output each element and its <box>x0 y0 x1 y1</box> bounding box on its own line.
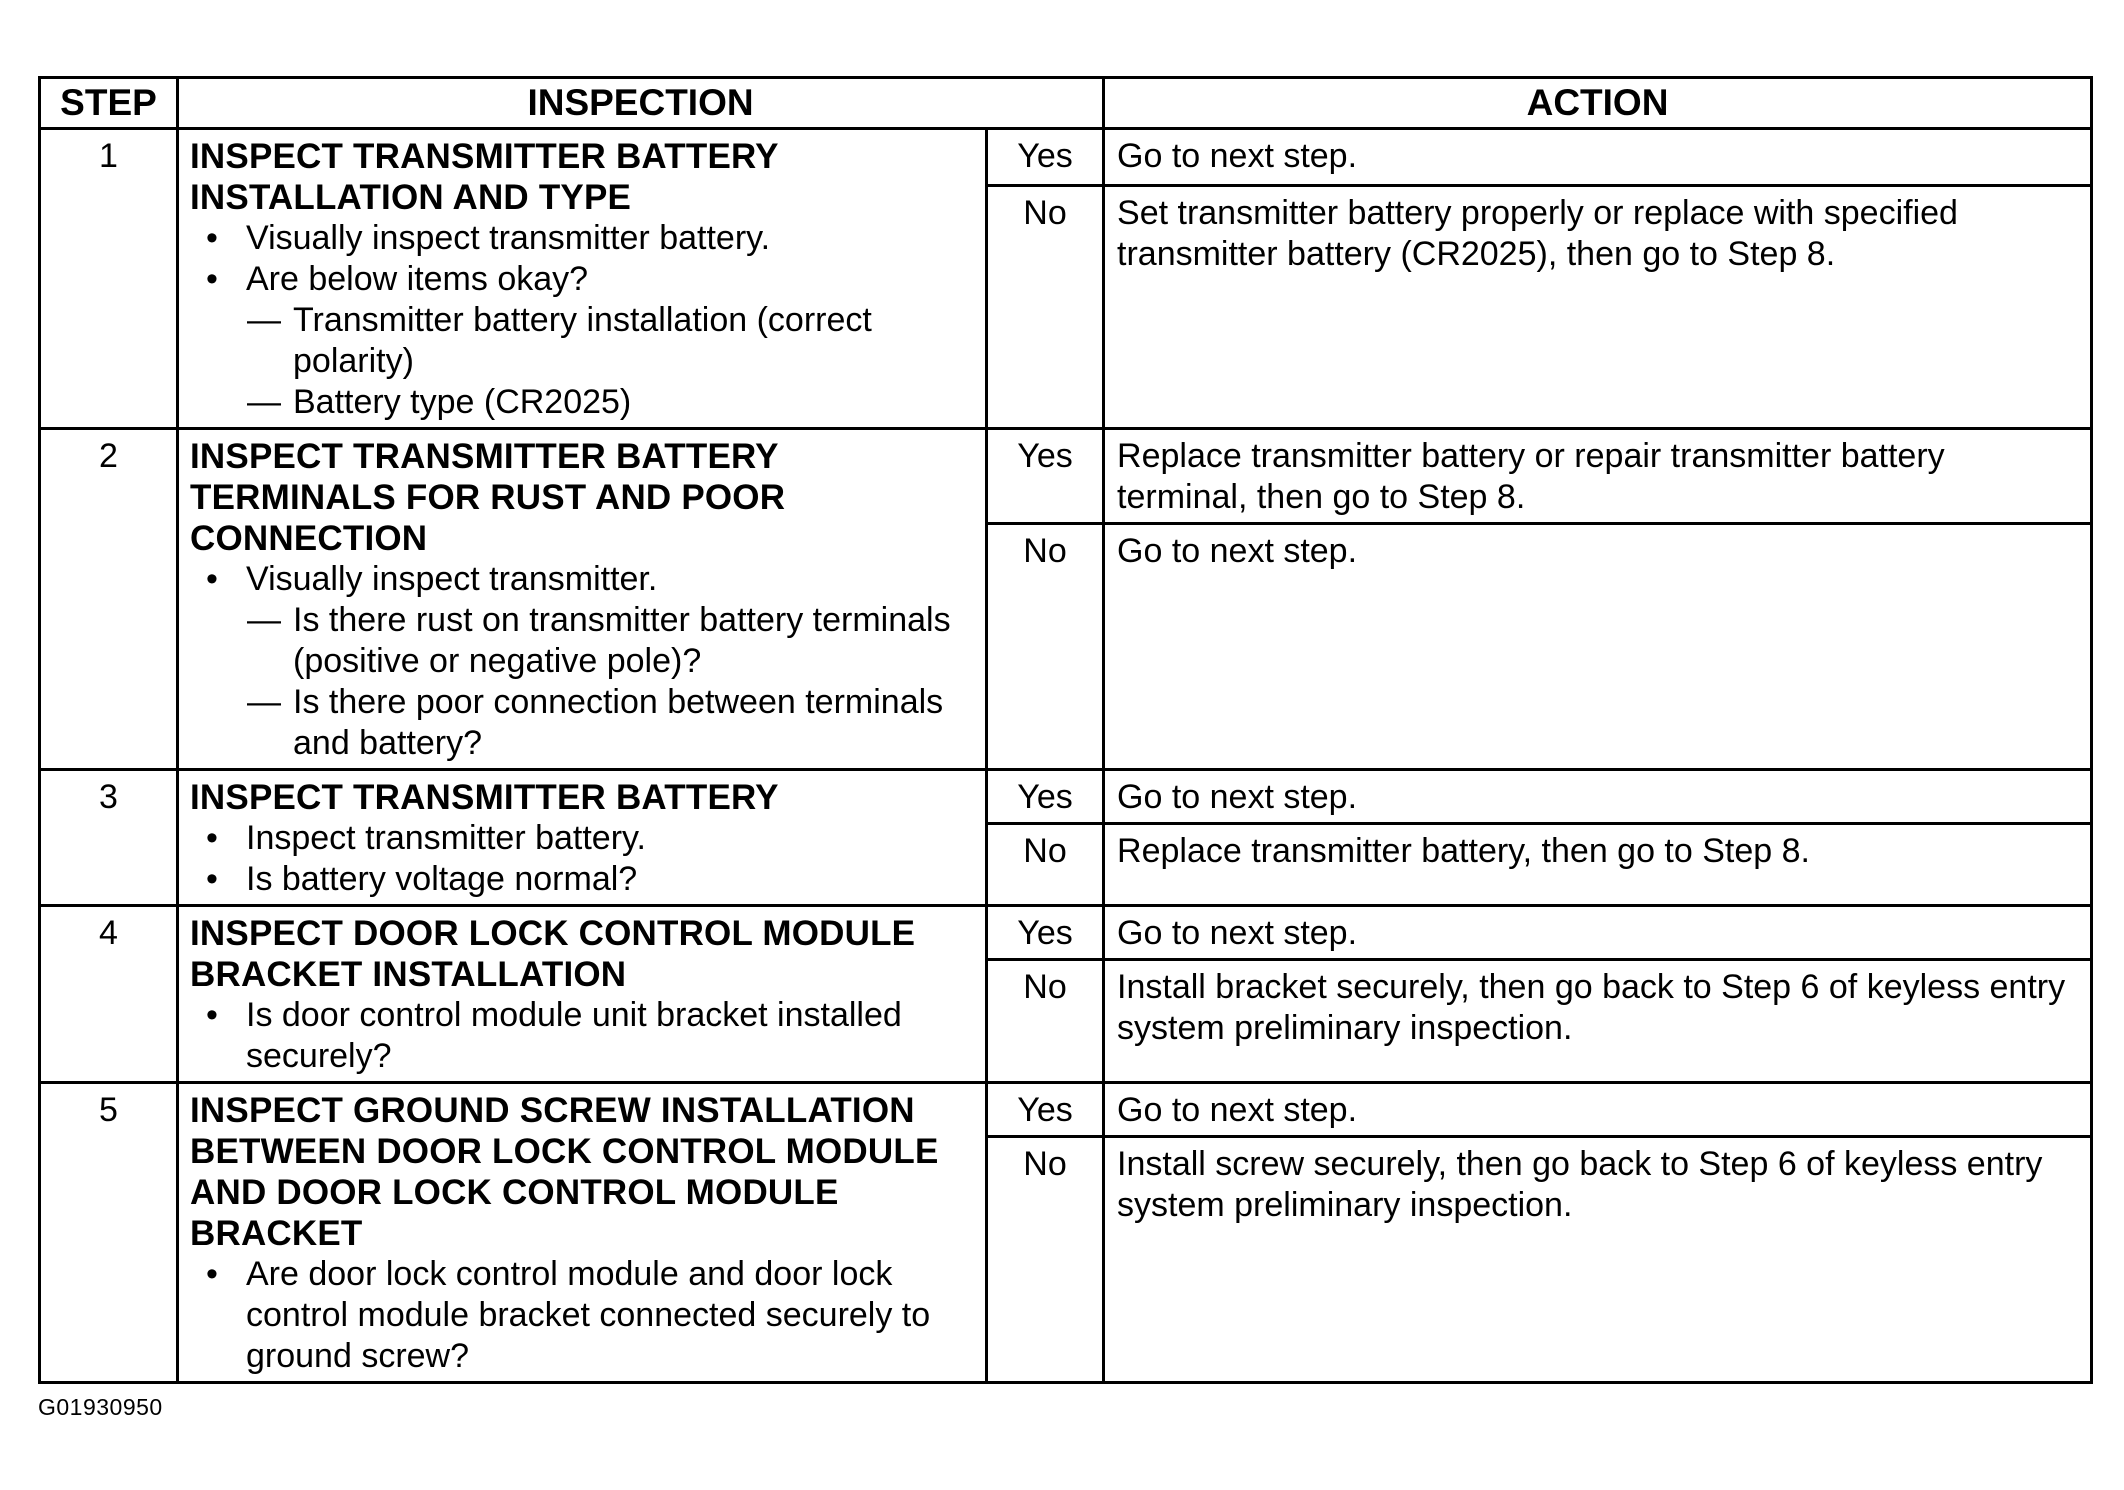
step-4-yes-row <box>40 906 2092 960</box>
no-label: No <box>987 960 1104 1083</box>
step-2-yes-row <box>40 429 2092 524</box>
figure-code: G01930950 <box>38 1394 163 1420</box>
header-inspection: INSPECTION <box>178 78 1104 129</box>
no-action: Replace transmitter battery, then go to Step 8. <box>1104 824 2092 906</box>
step-5-yes-row <box>40 1083 2092 1137</box>
step-number: 4 <box>40 906 178 1083</box>
yes-action: Go to next step. <box>1104 129 2092 186</box>
step-number: 3 <box>40 770 178 906</box>
yes-action: Replace transmitter battery or repair transmitter battery terminal, then go to Step 8. <box>1104 429 2092 524</box>
bullet-item: • Visually inspect transmitter. <box>190 559 975 600</box>
bullet-item: • Visually inspect transmitter battery. <box>190 218 975 259</box>
yes-action: Go to next step. <box>1104 770 2092 824</box>
inspection-cell <box>178 129 987 429</box>
bullet-item: • Is door control module unit bracket installed securely? <box>190 995 975 1077</box>
yes-label: Yes <box>987 906 1104 960</box>
no-label: No <box>987 186 1104 429</box>
no-label: No <box>987 1137 1104 1383</box>
inspection-cell <box>178 1083 987 1383</box>
inspection-title: INSPECT TRANSMITTER BATTERY TERMINALS FOR RUST AND POOR CONNECTION <box>190 437 786 558</box>
yes-action: Go to next step. <box>1104 1083 2092 1137</box>
bullet-item: • Are below items okay? <box>190 259 975 300</box>
no-action: Install screw securely, then go back to Step 6 of keyless entry system preliminary inspection. <box>1104 1137 2092 1383</box>
no-action: Install bracket securely, then go back to Step 6 of keyless entry system preliminary inspection. <box>1104 960 2092 1083</box>
inspection-cell <box>178 770 987 906</box>
no-action: Go to next step. <box>1104 524 2092 770</box>
yes-label: Yes <box>987 770 1104 824</box>
inspection-title: INSPECT TRANSMITTER BATTERY INSTALLATION AND TYPE <box>190 137 779 217</box>
yes-label: Yes <box>987 129 1104 186</box>
diagnostic-table <box>38 76 2093 1384</box>
step-1-yes-row <box>40 129 2092 186</box>
inspection-cell <box>178 906 987 1083</box>
inspection-title: INSPECT GROUND SCREW INSTALLATION BETWEEN DOOR LOCK CONTROL MODULE AND DOOR LOCK CONTROL MODULE BRACKET <box>190 1091 939 1253</box>
bullet-item: • Is battery voltage normal? <box>190 859 975 900</box>
step-number: 1 <box>40 129 178 429</box>
yes-action: Go to next step. <box>1104 906 2092 960</box>
no-label: No <box>987 524 1104 770</box>
header-row <box>40 78 2092 129</box>
yes-label: Yes <box>987 1083 1104 1137</box>
sub-item: — Transmitter battery installation (correct polarity) <box>247 301 872 380</box>
sub-item: — Is there rust on transmitter battery terminals (positive or negative pole)? <box>247 601 951 680</box>
sub-item: — Is there poor connection between terminals and battery? <box>247 683 944 762</box>
bullet-item: • Inspect transmitter battery. <box>190 818 975 859</box>
header-action: ACTION <box>1104 78 2092 129</box>
yes-label: Yes <box>987 429 1104 524</box>
no-label: No <box>987 824 1104 906</box>
sub-item: — Battery type (CR2025) <box>247 383 632 421</box>
step-3-yes-row <box>40 770 2092 824</box>
step-number: 5 <box>40 1083 178 1383</box>
inspection-title: INSPECT TRANSMITTER BATTERY <box>190 778 779 817</box>
header-step: STEP <box>40 78 178 129</box>
inspection-cell <box>178 429 987 770</box>
step-number: 2 <box>40 429 178 770</box>
no-action: Set transmitter battery properly or replace with specified transmitter battery (CR2025), then go to Step 8. <box>1104 186 2092 429</box>
bullet-item: • Are door lock control module and door lock control module bracket connected securely to ground screw? <box>190 1254 975 1377</box>
inspection-title: INSPECT DOOR LOCK CONTROL MODULE BRACKET INSTALLATION <box>190 914 916 994</box>
